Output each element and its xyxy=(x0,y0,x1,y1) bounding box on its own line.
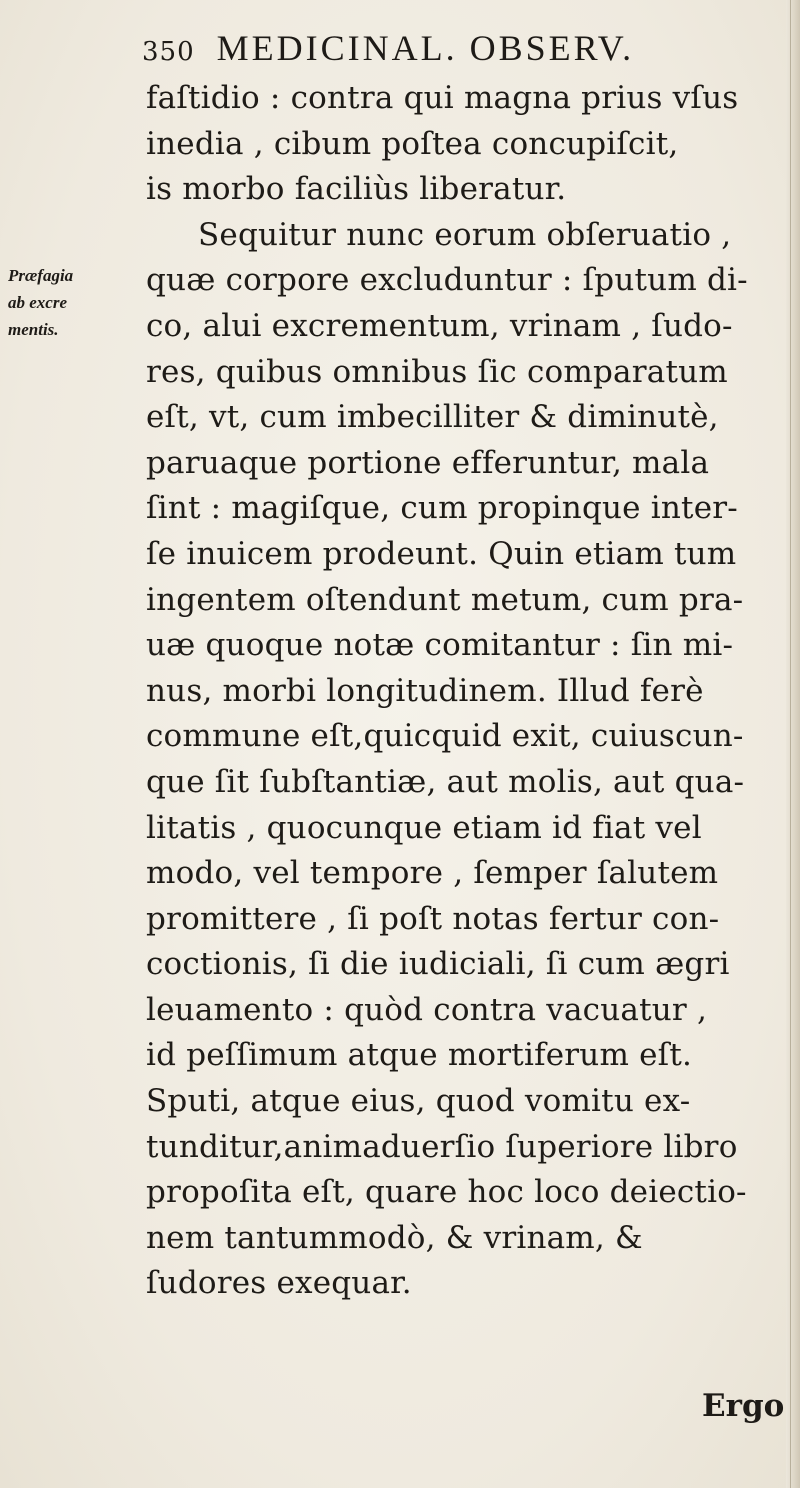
text-line: co, alui excrementum, vrinam , ſudo- xyxy=(146,307,733,344)
text-line: ſe inuicem prodeunt. Quin etiam tum xyxy=(146,535,737,572)
text-line: propoſita eſt, quare hoc loco deiectio- xyxy=(146,1174,747,1211)
text-line: tunditur,animaduerſio ſuperiore libro xyxy=(146,1128,738,1165)
text-line: id peſſimum atque mortiferum eſt. xyxy=(146,1037,693,1074)
catchword: Ergo xyxy=(702,1388,785,1424)
text-line: promittere , ſi poſt notas fertur con- xyxy=(146,900,720,937)
text-line: litatis , quocunque etiam id fiat vel xyxy=(146,809,702,846)
text-line: modo, vel tempore , ſemper ſalutem xyxy=(146,855,719,892)
text-line: leuamento : quòd contra vacuatur , xyxy=(146,991,708,1028)
text-line: quæ corpore excluduntur : ſputum di- xyxy=(146,262,748,299)
text-line: uæ quoque notæ comitantur : ſin mi- xyxy=(146,627,734,664)
body-text xyxy=(146,76,786,1307)
text-line: ingentem oſtendunt metum, cum pra- xyxy=(146,581,744,618)
text-line: nus, morbi longitudinem. Illud ferè xyxy=(146,672,704,709)
marginal-note-line: ab excre xyxy=(8,293,68,312)
paragraph-start-line: Sequitur nunc eorum obſeruatio , xyxy=(198,216,732,253)
text-line: faſtidio : contra qui magna prius vſus xyxy=(146,80,739,116)
text-line: eſt, vt, cum imbecilliter & diminutè, xyxy=(146,399,719,436)
page-number: 350 xyxy=(142,37,195,67)
text-line: nem tantummodò, & vrinam, & xyxy=(146,1219,643,1256)
running-title: MEDICINAL. OBSERV. xyxy=(216,28,635,68)
text-line: ſudores exequar. xyxy=(146,1265,412,1302)
text-line: paruaque portione efferuntur, mala xyxy=(146,444,710,481)
marginal-note-line: Præfagia xyxy=(8,266,74,285)
text-line: inedia , cibum poſtea concupiſcit, xyxy=(146,125,679,162)
running-header xyxy=(142,20,634,76)
text-line: res, quibus omnibus ſic comparatum xyxy=(146,353,728,390)
text-line: ſint : magiſque, cum propinque inter- xyxy=(146,490,738,527)
text-line: coctionis, ſi die iudiciali, ſi cum ægri xyxy=(146,946,730,983)
marginal-note-line: mentis. xyxy=(8,320,59,339)
text-line: que ſit ſubſtantiæ, aut molis, aut qua- xyxy=(146,763,745,800)
text-line: Sputi, atque eius, quod vomitu ex- xyxy=(146,1083,691,1120)
text-line: is morbo faciliùs liberatur. xyxy=(146,171,567,208)
text-line: commune eſt,quicquid exit, cuiuscun- xyxy=(146,718,744,755)
marginal-note xyxy=(8,262,130,343)
page-edge xyxy=(786,0,800,1488)
